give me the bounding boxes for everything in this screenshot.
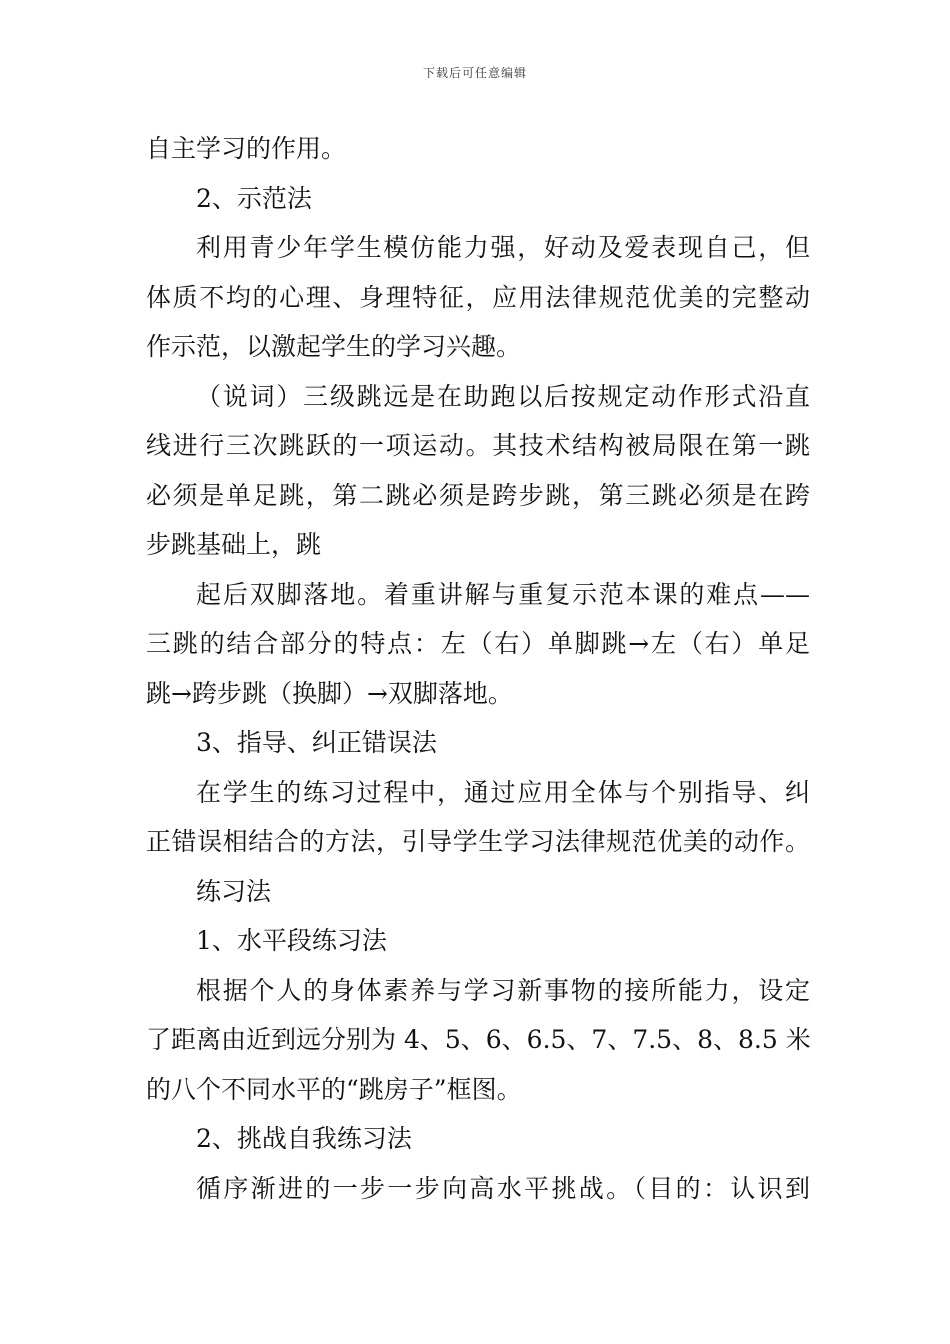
- section-heading: 1、水平段练习法: [196, 926, 387, 955]
- section-heading: 练习法: [196, 876, 272, 906]
- text-line: 跳→跨步跳（换脚）→双脚落地。: [146, 678, 513, 708]
- text-line: 步跳基础上，跳: [146, 530, 322, 559]
- text-line: 线进行三次跳跃的一项运动。其技术结构被局限在第一跳: [146, 431, 810, 460]
- text-line: 了距离由近到远分别为 4、5、6、6.5、7、7.5、8、8.5 米: [146, 1025, 811, 1054]
- text-line: 必须是单足跳，第二跳必须是跨步跳，第三跳必须是在跨: [146, 480, 810, 510]
- text-line: 在学生的练习过程中，通过应用全体与个别指导、纠: [196, 777, 810, 807]
- text-line: 自主学习的作用。: [146, 134, 347, 163]
- section-heading: 2、挑战自我练习法: [196, 1124, 412, 1153]
- page-header: 下载后可任意编辑: [422, 66, 527, 80]
- text-line: 三跳的结合部分的特点：左（右）单脚跳→左（右）单足: [146, 629, 810, 658]
- text-line: 根据个人的身体素养与学习新事物的接所能力，设定: [196, 975, 810, 1005]
- text-line: 起后双脚落地。着重讲解与重复示范本课的难点——: [196, 579, 810, 609]
- section-heading: 3、指导、纠正错误法: [196, 728, 437, 757]
- text-line: 正错误相结合的方法，引导学生学习法律规范优美的动作。: [146, 827, 810, 856]
- text-line: 体质不均的心理、身理特征，应用法律规范优美的完整动: [146, 282, 810, 312]
- text-line: 循序渐进的一步一步向高水平挑战。（目的：认识到: [196, 1173, 810, 1203]
- text-line: 的八个不同水平的“跳房子”框图。: [146, 1074, 522, 1104]
- text-line: 作示范，以激起学生的学习兴趣。: [146, 332, 522, 361]
- text-line: 利用青少年学生模仿能力强，好动及爱表现自己，但: [196, 233, 810, 262]
- document-body: [146, 124, 810, 1213]
- section-heading: 2、示范法: [196, 183, 312, 213]
- text-line: （说词）三级跳远是在助跑以后按规定动作形式沿直: [196, 381, 810, 411]
